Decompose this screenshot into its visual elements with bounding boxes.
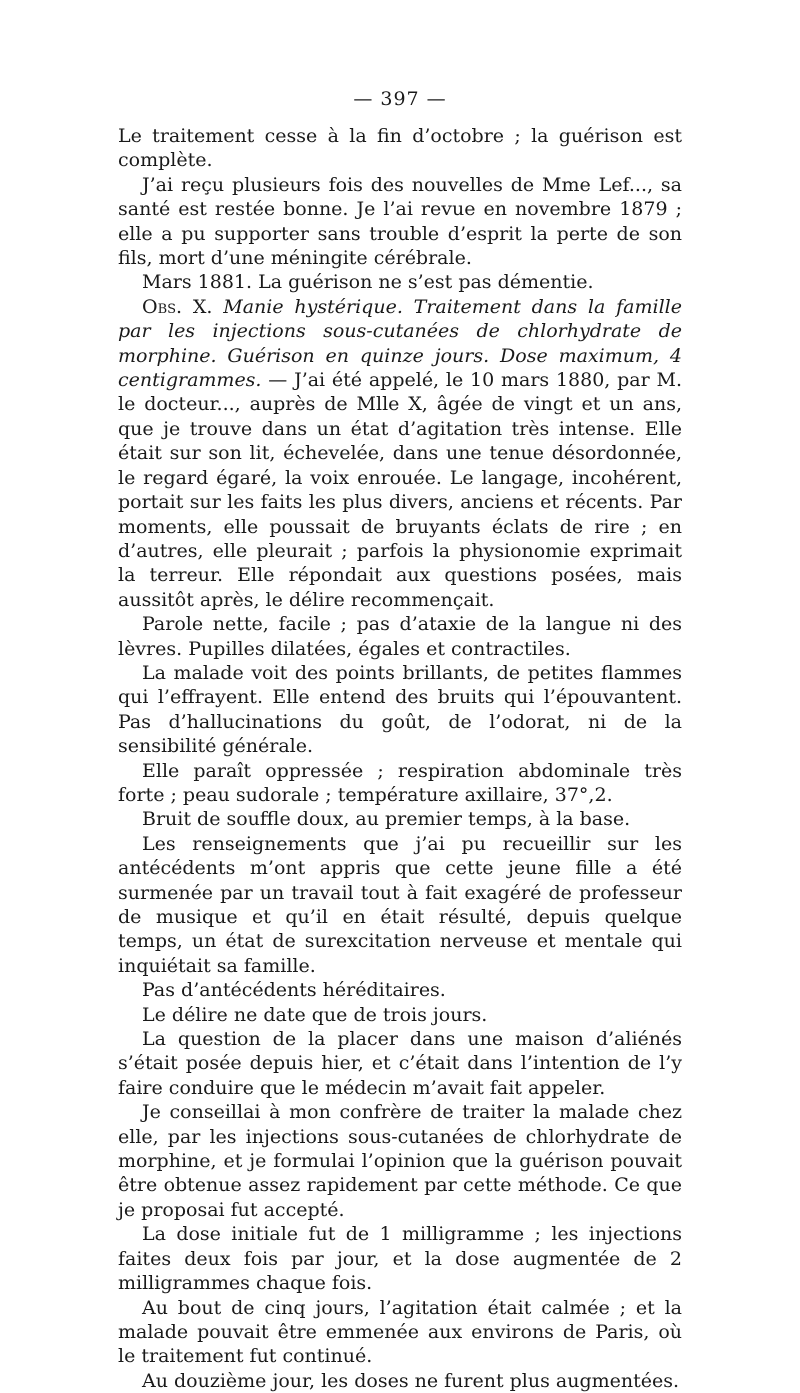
observation-paragraph	[118, 295, 682, 612]
paragraph-15: Au douzième jour, les doses ne furent plus augmentées.	[142, 1369, 680, 1392]
paragraph-6: Elle paraît oppressée ; respiration abdominale très forte ; peau sudorale ; température axillaire, 37°,2.	[118, 759, 682, 806]
paragraph-9: Pas d’antécédents héréditaires.	[142, 979, 446, 1002]
observation-title: Manie hystérique. Traitement dans la famille par les injections sous-cutanées de chlorhydrate de morphine. Guérison en quinze jours. Dose maximum, 4 centigrammes.	[118, 295, 682, 392]
observation-lead: — J’ai été appelé, le 10 mars 1880, par M. le docteur..., auprès de Mlle X, âgée de vingt et un ans, que je trouve dans un état d’agitation très intense. Elle était sur son lit, échevelée, dans une tenue désordonnée, le regard égaré, la voix enrouée. Le langage, incohérent, portait sur les faits les plus divers, anciens et récents. Par moments, elle poussait de bruyants éclats de rire ; en d’autres, elle pleurait ; parfois la physionomie exprimait la terreur. Elle répondait aux questions posées, mais aussitôt après, le délire recommençait.	[118, 369, 682, 611]
paragraph-11: La question de la placer dans une maison d’aliénés s’était posée depuis hier, et c’était dans l’intention de l’y faire conduire que le médecin m’avait fait appeler.	[118, 1028, 682, 1099]
paragraph-2: J’ai reçu plusieurs fois des nouvelles de Mme Lef..., sa santé est restée bonne. Je l’ai revue en novembre 1879 ; elle a pu supporter sans trouble d’esprit la perte de son fils, mort d’une méningite cérébrale.	[118, 173, 682, 270]
paragraph-7: Bruit de souffle doux, au premier temps, à la base.	[142, 808, 631, 831]
paragraph-12: Je conseillai à mon confrère de traiter la malade chez elle, par les injections sous-cutanées de chlorhydrate de morphine, et je formulai l’opinion que la guérison pouvait être obtenue assez rapidement par cette méthode. Ce que je proposai fut accepté.	[118, 1101, 682, 1221]
paragraph-4: Parole nette, facile ; pas d’ataxie de la langue ni des lèvres. Pupilles dilatées, égales et contractiles.	[118, 613, 682, 660]
paragraph-10: Le délire ne date que de trois jours.	[142, 1003, 488, 1026]
body-text	[118, 124, 682, 1393]
observation-label: Obs. X.	[142, 295, 213, 318]
paragraph-14: Au bout de cinq jours, l’agitation était calmée ; et la malade pouvait être emmenée aux environs de Paris, où le traitement fut continué.	[118, 1296, 682, 1368]
paragraph-13: La dose initiale fut de 1 milligramme ; les injections faites deux fois par jour, et la dose augmentée de 2 milligrammes chaque fois.	[118, 1223, 682, 1295]
paragraph-1: Le traitement cesse à la fin d’octobre ; la guérison est complète.	[118, 125, 682, 172]
paragraph-5: La malade voit des points brillants, de petites flammes qui l’effrayent. Elle entend des bruits qui l’épouvantent. Pas d’hallucinations du goût, de l’odorat, ni de la sensibilité générale.	[118, 661, 682, 758]
paragraph-3: Mars 1881. La guérison ne s’est pas démentie.	[142, 271, 594, 294]
paragraph-8: Les renseignements que j’ai pu recueillir sur les antécédents m’ont appris que cette jeune fille a été surmenée par un travail tout à fait exagéré de professeur de musique et qu’il en était résulté, depuis quelque temps, un état de surexcitation nerveuse et mentale qui inquiétait sa famille.	[118, 832, 682, 977]
page-number: — 397 —	[353, 88, 447, 110]
